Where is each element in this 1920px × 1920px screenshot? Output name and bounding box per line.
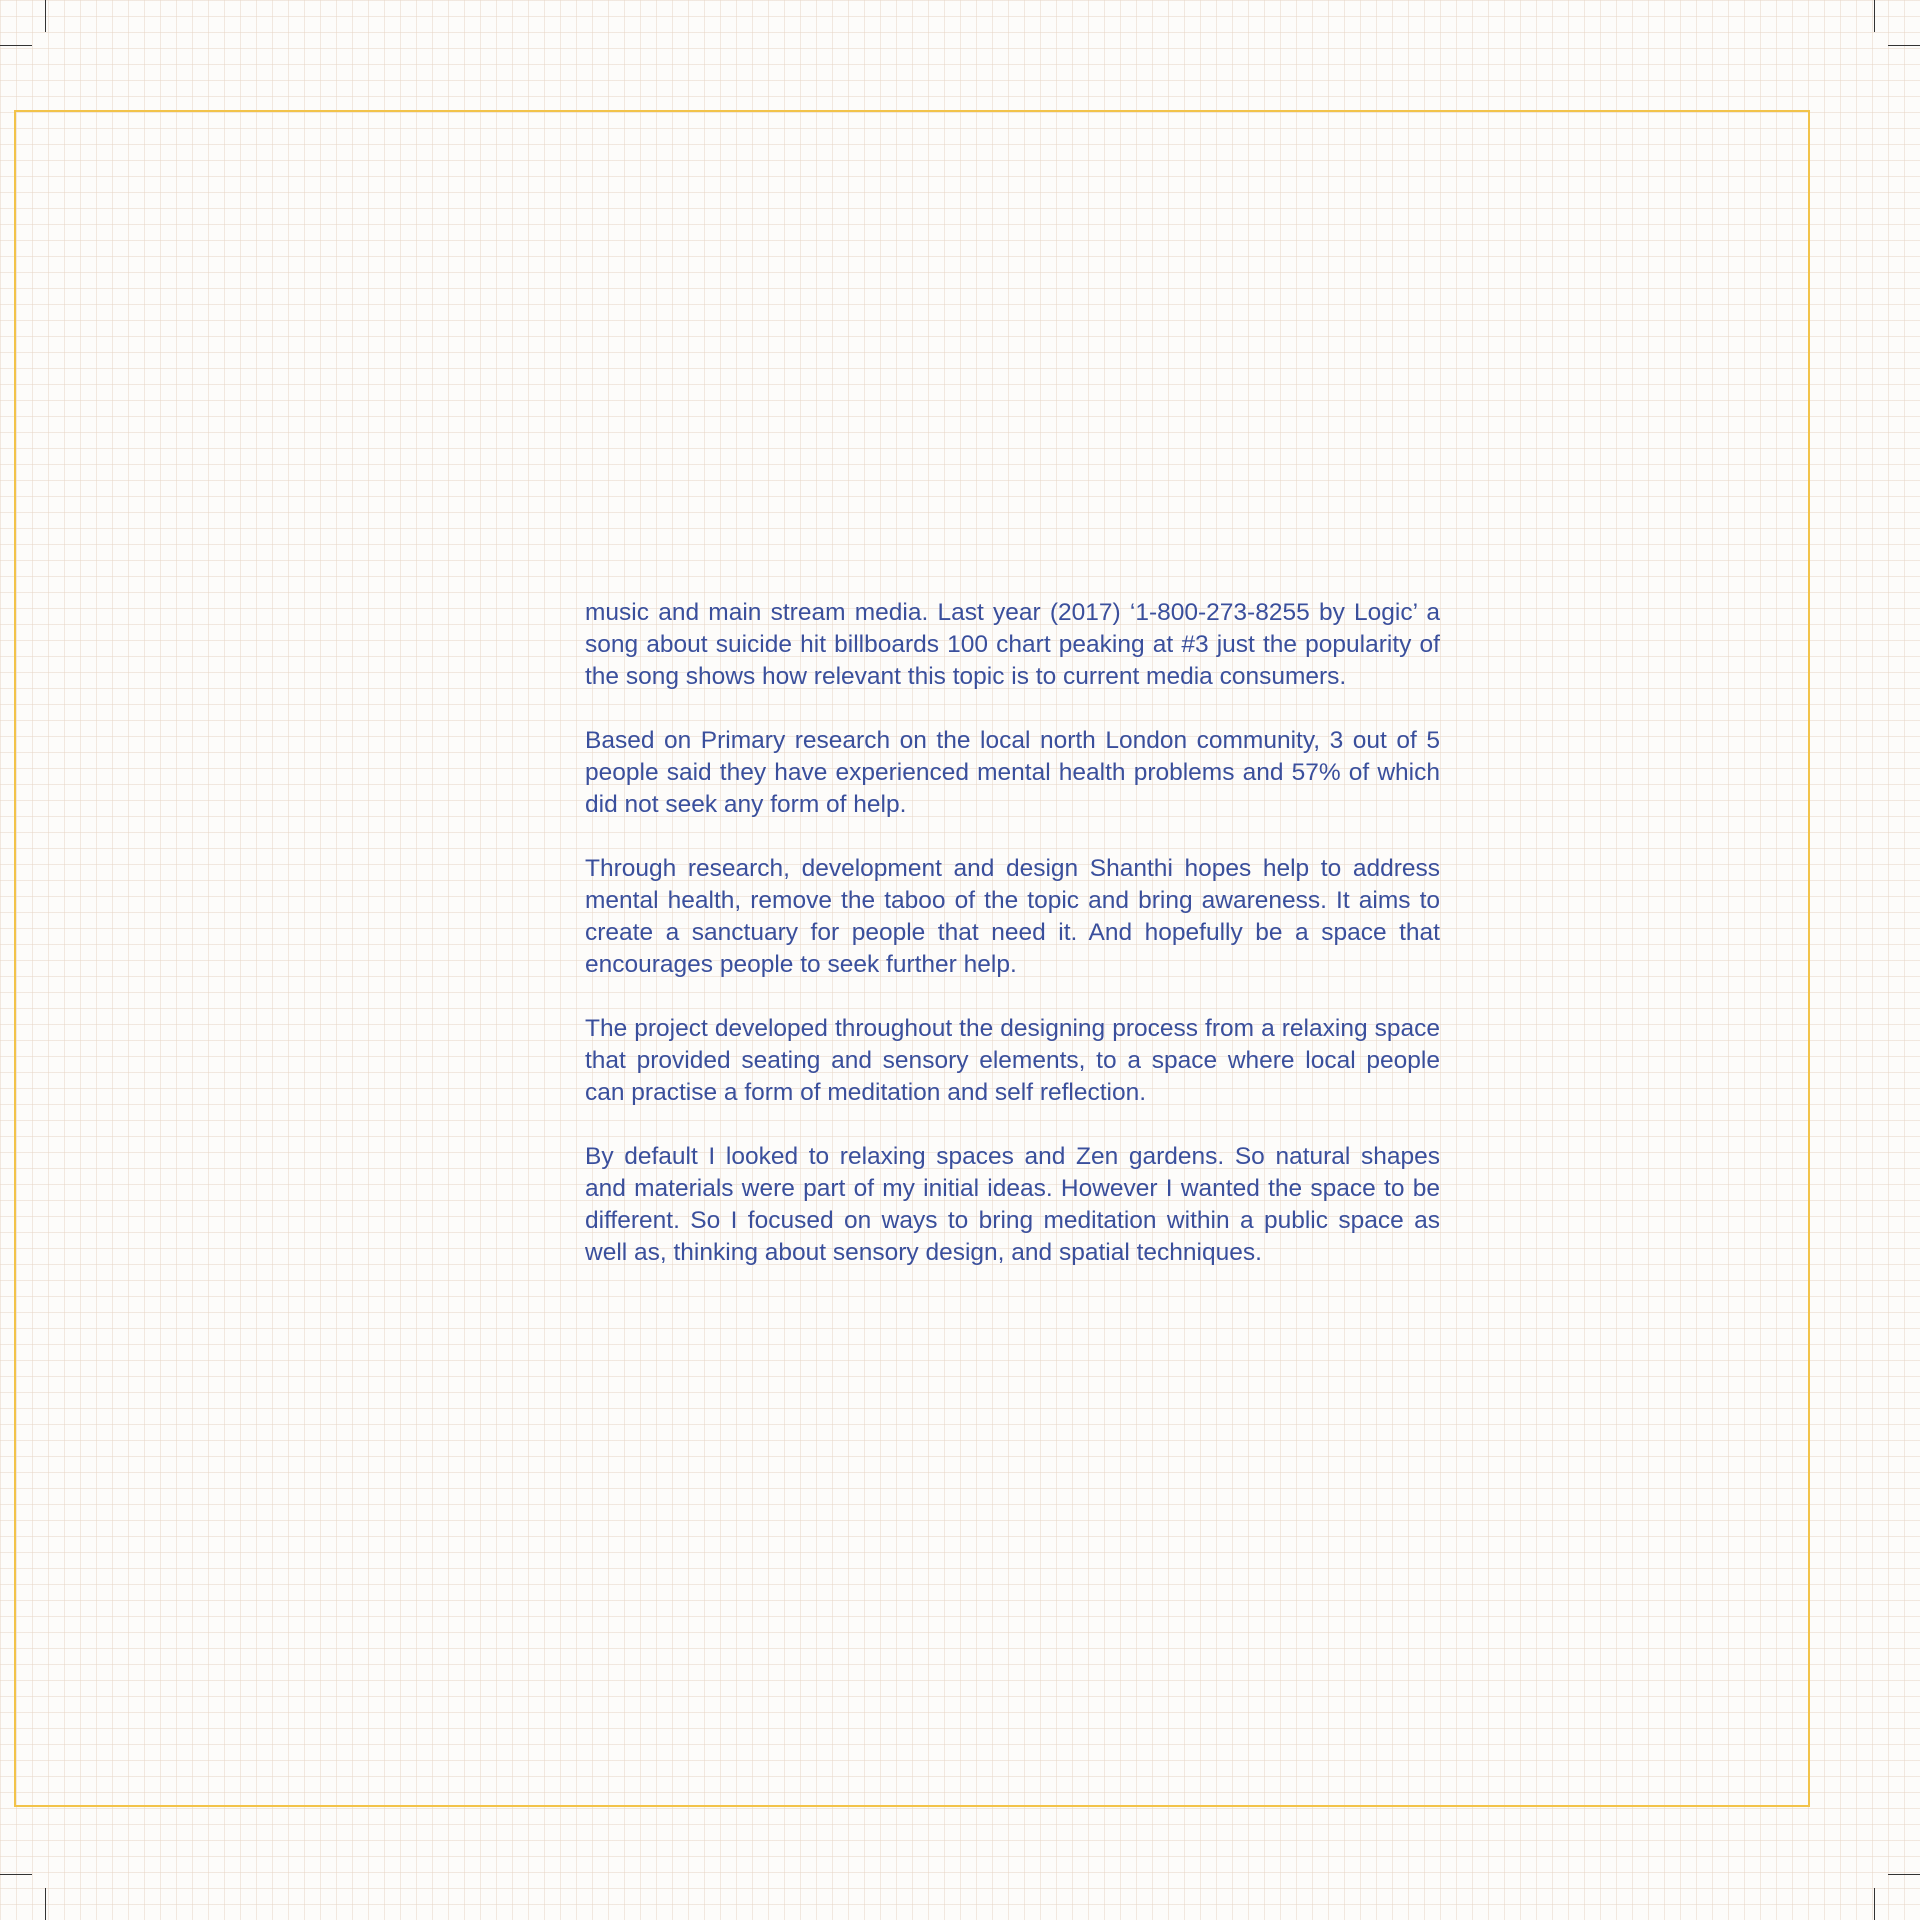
paragraph-project-aims: Through research, development and design Shanthi hopes help to address mental health, remove the taboo of the topic and bring awareness. It aims to create a sanctuary for people that need it. And hopefully be a space that encourages people to seek further help. bbox=[585, 855, 1440, 978]
body-text bbox=[585, 597, 1440, 1269]
paragraph-primary-research: Based on Primary research on the local north London community, 3 out of 5 people said they have experienced mental health problems and 57% of which did not seek any form of help. bbox=[585, 727, 1440, 818]
crop-mark-bottom-right-horizontal bbox=[1888, 1874, 1920, 1875]
crop-mark-top-left-vertical bbox=[45, 0, 46, 32]
crop-mark-top-left-horizontal bbox=[0, 45, 32, 46]
crop-mark-bottom-left-horizontal bbox=[0, 1874, 32, 1875]
paragraph-initial-ideas: By default I looked to relaxing spaces and Zen gardens. So natural shapes and materials were part of my initial ideas. However I wanted the space to be different. So I focused on ways to bring meditation within a public space as well as, thinking about sensory design, and spatial techniques. bbox=[585, 1143, 1440, 1266]
crop-mark-top-right-vertical bbox=[1874, 0, 1875, 32]
paragraph-media: music and main stream media. Last year (2017) ‘1-800-273-8255 by Logic’ a song about suicide hit billboards 100 chart peaking at #3 just the popularity of the song shows how relevant this topic is to current media consumers. bbox=[585, 599, 1440, 690]
crop-mark-top-right-horizontal bbox=[1888, 45, 1920, 46]
crop-mark-bottom-left-vertical bbox=[45, 1888, 46, 1920]
paragraph-design-development: The project developed throughout the designing process from a relaxing space that provided seating and sensory elements, to a space where local people can practise a form of meditation and self reflection. bbox=[585, 1015, 1440, 1106]
crop-mark-bottom-right-vertical bbox=[1874, 1888, 1875, 1920]
